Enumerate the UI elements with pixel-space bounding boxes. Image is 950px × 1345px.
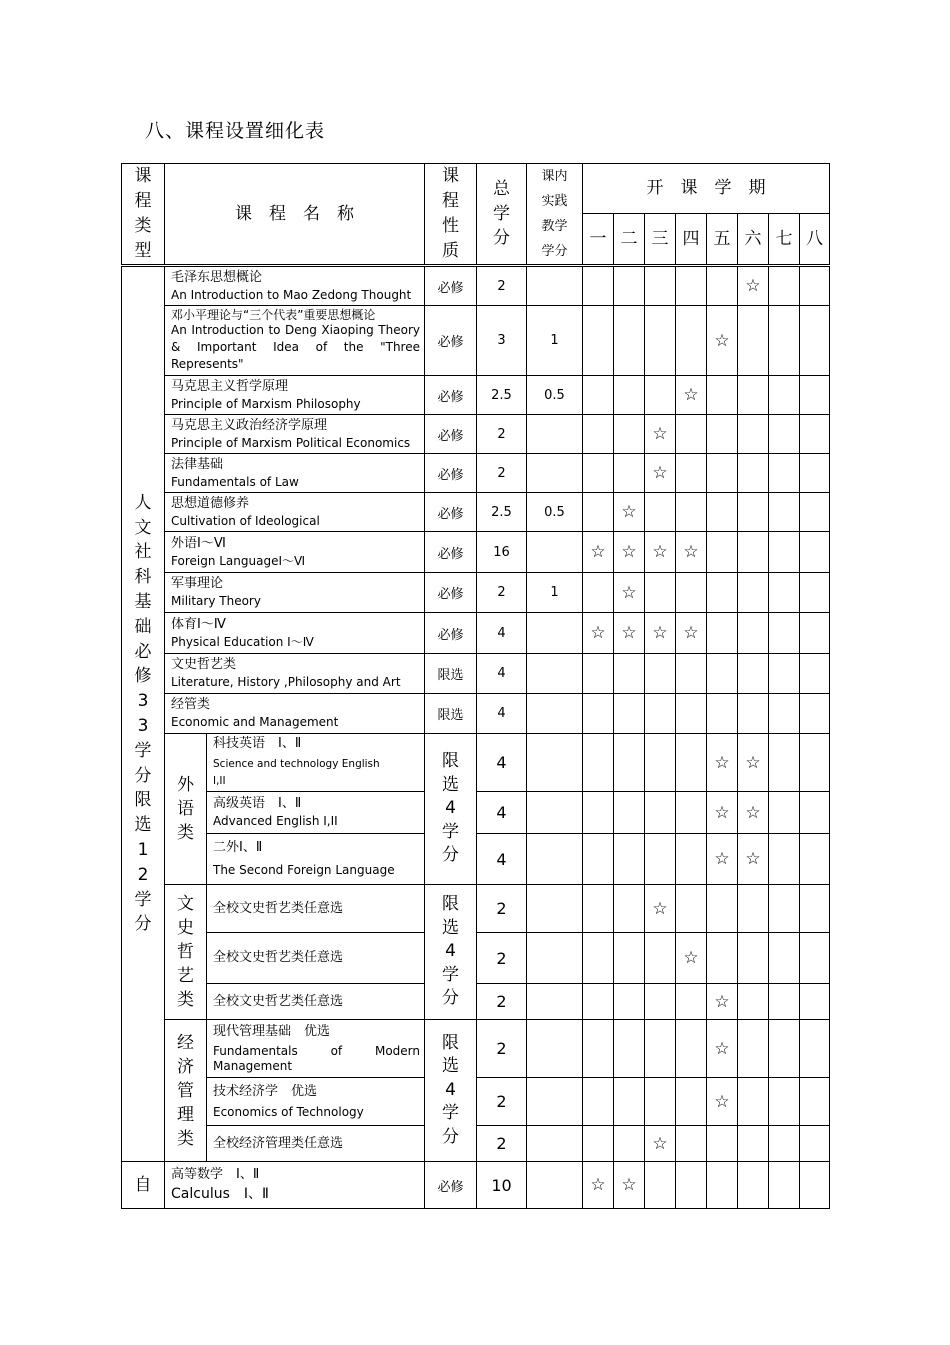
course-nature: 必修 <box>425 415 477 454</box>
course-name-cell: 外语Ⅰ～Ⅵ Foreign LanguageⅠ～Ⅵ <box>165 532 425 573</box>
course-name-cell: 毛泽东思想概论 An Introduction to Mao Zedong Thought <box>165 266 425 306</box>
selection-note: 限选4学分 <box>425 885 477 1020</box>
table-row <box>122 694 830 734</box>
course-name-cell: 法律基础 Fundamentals of Law <box>165 454 425 493</box>
course-practice: 0.5 <box>527 376 583 415</box>
course-name-cell: 全校文史哲艺类任意选 <box>207 933 425 984</box>
course-practice <box>527 1162 583 1209</box>
semester-mark: ☆ <box>738 734 769 792</box>
semester-mark: ☆ <box>676 613 707 654</box>
course-credits: 4 <box>477 694 527 734</box>
semester-mark: ☆ <box>707 1078 738 1126</box>
semester-mark: ☆ <box>707 1020 738 1078</box>
course-credits: 2.5 <box>477 493 527 532</box>
subgroup-liberal-arts: 文史哲艺类 <box>165 885 207 1020</box>
subgroup-economics-management: 经济管理类 <box>165 1020 207 1162</box>
header-semester-group: 开 课 学 期 <box>583 164 830 214</box>
semester-mark: ☆ <box>645 415 676 454</box>
course-nature: 必修 <box>425 493 477 532</box>
semester-mark: ☆ <box>645 1126 676 1162</box>
course-practice: 1 <box>527 306 583 376</box>
table-row <box>122 1020 830 1078</box>
table-row <box>122 654 830 694</box>
table-row <box>122 266 830 306</box>
course-credits: 4 <box>477 792 527 834</box>
course-name-cell: 全校文史哲艺类任意选 <box>207 885 425 933</box>
semester-mark: ☆ <box>614 1162 645 1209</box>
semester-mark: ☆ <box>583 613 614 654</box>
course-name-cell: 马克思主义政治经济学原理 Principle of Marxism Political Economics <box>165 415 425 454</box>
semester-mark: ☆ <box>583 1162 614 1209</box>
table-row <box>122 454 830 493</box>
header-semester-5: 五 <box>707 213 738 265</box>
course-practice <box>527 532 583 573</box>
course-practice <box>527 654 583 694</box>
header-course-nature: 课程性质 <box>425 164 477 266</box>
table-row <box>122 1162 830 1209</box>
course-credits: 2 <box>477 984 527 1020</box>
semester-mark: ☆ <box>614 532 645 573</box>
course-credits: 2 <box>477 415 527 454</box>
course-practice <box>527 613 583 654</box>
header-semester-4: 四 <box>676 213 707 265</box>
course-credits: 3 <box>477 306 527 376</box>
course-practice <box>527 266 583 306</box>
semester-mark: ☆ <box>707 306 738 376</box>
table-row <box>122 734 830 792</box>
table-row <box>122 415 830 454</box>
table-row <box>122 885 830 933</box>
semester-mark: ☆ <box>614 573 645 613</box>
semester-mark: ☆ <box>707 792 738 834</box>
course-credits: 2 <box>477 1020 527 1078</box>
group-humanities: 人文社科基础必修33学分限选12学分 <box>122 266 165 1162</box>
course-name-cell: 文史哲艺类 Literature, History ,Philosophy and Art <box>165 654 425 694</box>
course-practice <box>527 694 583 734</box>
header-course-type: 课程类型 <box>122 164 165 266</box>
course-name-cell: 经管类 Economic and Management <box>165 694 425 734</box>
table-row <box>122 532 830 573</box>
table-row <box>122 376 830 415</box>
table-row <box>122 573 830 613</box>
course-nature: 限选 <box>425 694 477 734</box>
course-name-cell: 高等数学 Ⅰ、Ⅱ Calculus Ⅰ、Ⅱ <box>165 1162 425 1209</box>
course-credits: 16 <box>477 532 527 573</box>
course-credits: 2 <box>477 885 527 933</box>
course-practice <box>527 415 583 454</box>
semester-mark: ☆ <box>707 834 738 885</box>
course-name-cell: 马克思主义哲学原理 Principle of Marxism Philosophy <box>165 376 425 415</box>
course-credits: 2 <box>477 454 527 493</box>
course-credits: 4 <box>477 654 527 694</box>
selection-note: 限选4学分 <box>425 1020 477 1162</box>
group-natural-science: 自 <box>122 1162 165 1209</box>
semester-mark: ☆ <box>738 266 769 306</box>
course-credits: 2 <box>477 1078 527 1126</box>
course-credits: 4 <box>477 834 527 885</box>
course-nature: 必修 <box>425 306 477 376</box>
semester-mark: ☆ <box>645 885 676 933</box>
course-credits: 2.5 <box>477 376 527 415</box>
semester-mark: ☆ <box>645 613 676 654</box>
header-semester-8: 八 <box>800 213 830 265</box>
course-credits: 10 <box>477 1162 527 1209</box>
header-semester-2: 二 <box>614 213 645 265</box>
course-nature: 限选 <box>425 654 477 694</box>
semester-mark: ☆ <box>676 376 707 415</box>
course-nature: 必修 <box>425 613 477 654</box>
semester-mark: ☆ <box>614 493 645 532</box>
course-nature: 必修 <box>425 532 477 573</box>
header-practice-credits: 课内实践教学学分 <box>527 164 583 266</box>
semester-mark: ☆ <box>707 984 738 1020</box>
course-name-cell: 军事理论 Military Theory <box>165 573 425 613</box>
semester-mark: ☆ <box>583 532 614 573</box>
course-practice: 1 <box>527 573 583 613</box>
course-credits: 2 <box>477 1126 527 1162</box>
semester-mark: ☆ <box>645 454 676 493</box>
semester-mark: ☆ <box>707 734 738 792</box>
course-name-cell: 思想道德修养 Cultivation of Ideological <box>165 493 425 532</box>
semester-mark: ☆ <box>645 532 676 573</box>
course-name-cell: 二外Ⅰ、Ⅱ The Second Foreign Language <box>207 834 425 885</box>
course-credits: 4 <box>477 734 527 792</box>
header-total-credits: 总学分 <box>477 164 527 266</box>
course-name-cell: 现代管理基础 优选 Fundamentals of Modern Management <box>207 1020 425 1078</box>
header-semester-3: 三 <box>645 213 676 265</box>
course-name-cell: 技术经济学 优选 Economics of Technology <box>207 1078 425 1126</box>
table-row <box>122 306 830 376</box>
semester-mark: ☆ <box>738 834 769 885</box>
course-credits: 2 <box>477 933 527 984</box>
course-name-cell: 全校经济管理类任意选 <box>207 1126 425 1162</box>
course-name-cell: 体育Ⅰ～Ⅳ Physical Education Ⅰ～Ⅳ <box>165 613 425 654</box>
page-title: 八、课程设置细化表 <box>145 120 326 142</box>
table-row <box>122 613 830 654</box>
header-semester-7: 七 <box>769 213 800 265</box>
course-nature: 必修 <box>425 454 477 493</box>
semester-mark: ☆ <box>676 933 707 984</box>
course-nature: 必修 <box>425 573 477 613</box>
header-semester-1: 一 <box>583 213 614 265</box>
semester-mark: ☆ <box>676 532 707 573</box>
header-semester-6: 六 <box>738 213 769 265</box>
table-row <box>122 493 830 532</box>
course-nature: 必修 <box>425 1162 477 1209</box>
curriculum-table <box>121 163 830 1209</box>
course-nature: 必修 <box>425 376 477 415</box>
course-credits: 2 <box>477 266 527 306</box>
header-course-name: 课 程 名 称 <box>165 164 425 266</box>
course-credits: 2 <box>477 573 527 613</box>
selection-note: 限选4学分 <box>425 734 477 885</box>
semester-mark: ☆ <box>738 792 769 834</box>
course-credits: 4 <box>477 613 527 654</box>
subgroup-foreign-language: 外语类 <box>165 734 207 885</box>
course-practice <box>527 454 583 493</box>
course-name-cell: 全校文史哲艺类任意选 <box>207 984 425 1020</box>
semester-mark: ☆ <box>614 613 645 654</box>
course-name-cell: 高级英语 Ⅰ、Ⅱ Advanced English I,II <box>207 792 425 834</box>
course-name-cell: 科技英语 Ⅰ、Ⅱ Science and technology English I,II <box>207 734 425 792</box>
course-practice: 0.5 <box>527 493 583 532</box>
course-name-cell: 邓小平理论与“三个代表”重要思想概论 An Introduction to Deng Xiaoping Theory & Important Idea of the "Three Represents" <box>165 306 425 376</box>
course-nature: 必修 <box>425 266 477 306</box>
